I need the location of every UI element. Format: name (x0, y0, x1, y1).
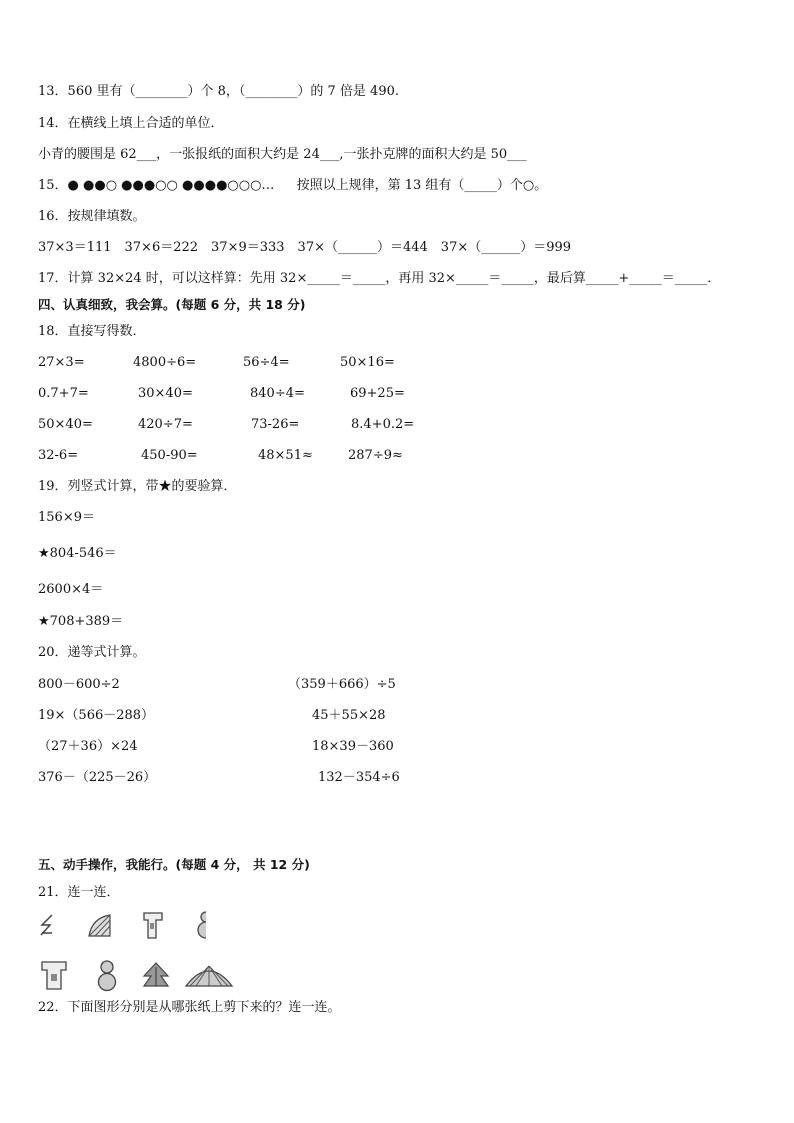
q18-cell: 840÷4= (250, 386, 305, 401)
q18-cell: 69+25= (350, 386, 405, 401)
q18-cell: 0.7+7= (38, 386, 89, 401)
question-17: 17．计算 32×24 时，可以这样算：先用 32×_____＝_____，再用 32×_____＝_____，最后算_____+_____＝_____． (38, 271, 721, 286)
q18-cell: 450-90= (141, 448, 198, 463)
section-5-heading: 五、动手操作，我能行。(每题 4 分， 共 12 分) (38, 857, 310, 872)
question-16-body: 37×3＝111 37×6＝222 37×9＝333 37×（______）＝444 37×（______）＝999 (38, 240, 572, 255)
question-13: 13．560 里有（________）个 8，（________）的 7 倍是 490. (38, 84, 400, 99)
snowman-figure (96, 958, 118, 992)
q18-cell: 32-6= (38, 448, 79, 463)
question-16-title: 16．按规律填数。 (38, 209, 146, 224)
question-14-body: 小青的腰围是 62___，一张报纸的面积大约是 24___,一张扑克牌的面积大约是 50___ (38, 147, 527, 162)
half-umbrella-figure (86, 912, 114, 940)
q19-item: 156×9＝ (38, 510, 95, 525)
question-20-title: 20．递等式计算。 (38, 645, 146, 660)
q20-right-item: 132－354÷6 (318, 770, 400, 785)
q20-right-item: 45＋55×28 (312, 708, 386, 723)
question-15-pattern: ● ●●○ ●●●○○ ●●●●○○○… (67, 178, 275, 193)
q18-cell: 287÷9≈ (348, 448, 403, 463)
q20-right-item: （359＋666）÷5 (288, 677, 396, 692)
q20-left-item: 800－600÷2 (38, 677, 120, 692)
q18-cell: 48×51≈ (258, 448, 313, 463)
q18-cell: 73-26= (251, 417, 300, 432)
section-4-heading: 四、认真细致，我会算。(每题 6 分，共 18 分) (38, 297, 306, 312)
question-21-title: 21．连一连． (38, 885, 120, 900)
half-house-figure (142, 910, 164, 940)
q20-left-item: 19×（566－288） (38, 708, 155, 723)
q18-cell: 4800÷6= (133, 355, 197, 370)
q18-cell: 30×40= (138, 386, 193, 401)
question-22-title: 22．下面图形分别是从哪张纸上剪下来的？连一连。 (38, 1000, 341, 1015)
q18-cell: 50×16= (340, 355, 395, 370)
q19-item: ★708+389＝ (38, 614, 124, 629)
pine-tree-figure (141, 961, 171, 989)
question-19-title: 19．列竖式计算，带★的要验算． (38, 479, 237, 494)
q18-cell: 56÷4= (243, 355, 290, 370)
q20-right-item: 18×39－360 (312, 739, 394, 754)
question-18-title: 18．直接写得数． (38, 324, 146, 339)
house-figure (40, 959, 68, 991)
q18-cell: 27×3= (38, 355, 85, 370)
q20-left-item: 376－（225－26） (38, 770, 157, 785)
q19-item: ★804-546＝ (38, 546, 117, 561)
question-14-title: 14．在横线上填上合适的单位． (38, 116, 224, 131)
umbrella-figure (184, 962, 234, 990)
q18-cell: 8.4+0.2= (351, 417, 415, 432)
q18-cell: 420÷7= (138, 417, 193, 432)
half-snowman-figure (194, 910, 210, 940)
question-15-number: 15． (38, 178, 68, 193)
q20-left-item: （27＋36）×24 (38, 739, 138, 754)
half-lightning-figure (38, 912, 58, 940)
question-15 (38, 177, 547, 195)
q18-cell: 50×40= (38, 417, 93, 432)
q19-item: 2600×4＝ (38, 582, 104, 597)
question-15-text: 按照以上规律，第 13 组有（_____）个○。 (296, 178, 548, 193)
